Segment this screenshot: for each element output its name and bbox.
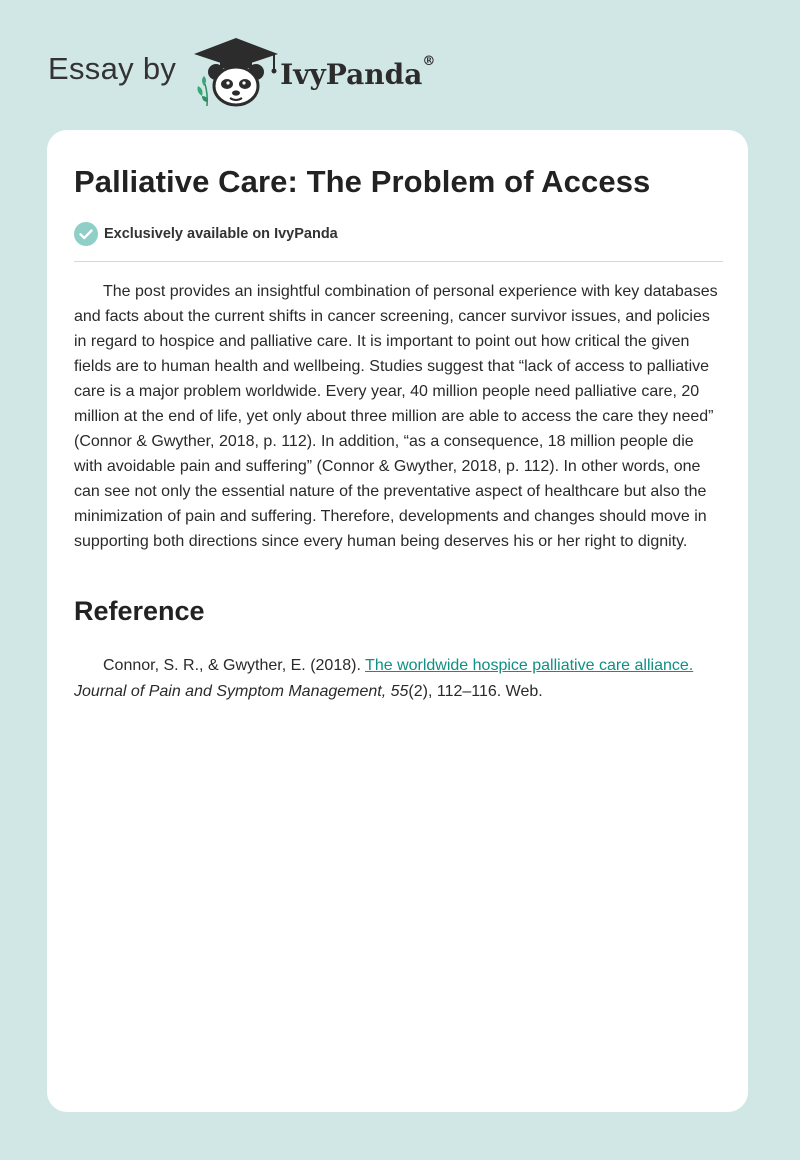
reference-details: (2), 112–116. Web. (408, 683, 543, 700)
essay-body: The post provides an insightful combination of personal experience with key databases and facts about the current shifts in cancer screening, cancer survivor issues, and policies in regard to hospice and palliative care. It is important to point out how critical the given fields are to human health and wellbeing. Studies suggest that “lack of access to palliative care is a major problem worldwide. Every year, 40 million people need palliative care, 20 million at the end of life, yet only about three million are able to access the care they need” (Connor & Gwyther, 2018, p. 112). In addition, “as a consequence, 18 million people die with avoidable pain and suffering” (Connor & Gwyther, 2018, p. 112). In other words, one can see not only the essential nature of the preventative aspect of healthcare but also the minimization of pain and suffering. Therefore, developments and changes should move in supporting both directions since every human being deserves his or her right to dignity. (74, 283, 718, 550)
reference-journal: Journal of Pain and Symptom Management, (74, 683, 391, 700)
reference-volume: 55 (390, 683, 409, 700)
page-title: Palliative Care: The Problem of Access (74, 164, 651, 199)
exclusive-badge (74, 222, 338, 246)
reference-link[interactable]: The worldwide hospice palliative care alliance. (365, 657, 694, 674)
reference-authors: Connor, S. R., & Gwyther, E. (2018). (103, 657, 366, 674)
essay-card (47, 130, 748, 1112)
divider (74, 261, 723, 262)
panda-graduate-icon (190, 36, 282, 108)
brand-prefix: Essay by (48, 51, 177, 86)
check-circle-icon (74, 222, 98, 246)
reference-heading: Reference (74, 596, 205, 626)
badge-text: Exclusively available on IvyPanda (104, 226, 338, 242)
brand-header (48, 36, 435, 108)
brand-name: IvyPanda® (280, 53, 436, 91)
reference-entry (74, 653, 734, 705)
